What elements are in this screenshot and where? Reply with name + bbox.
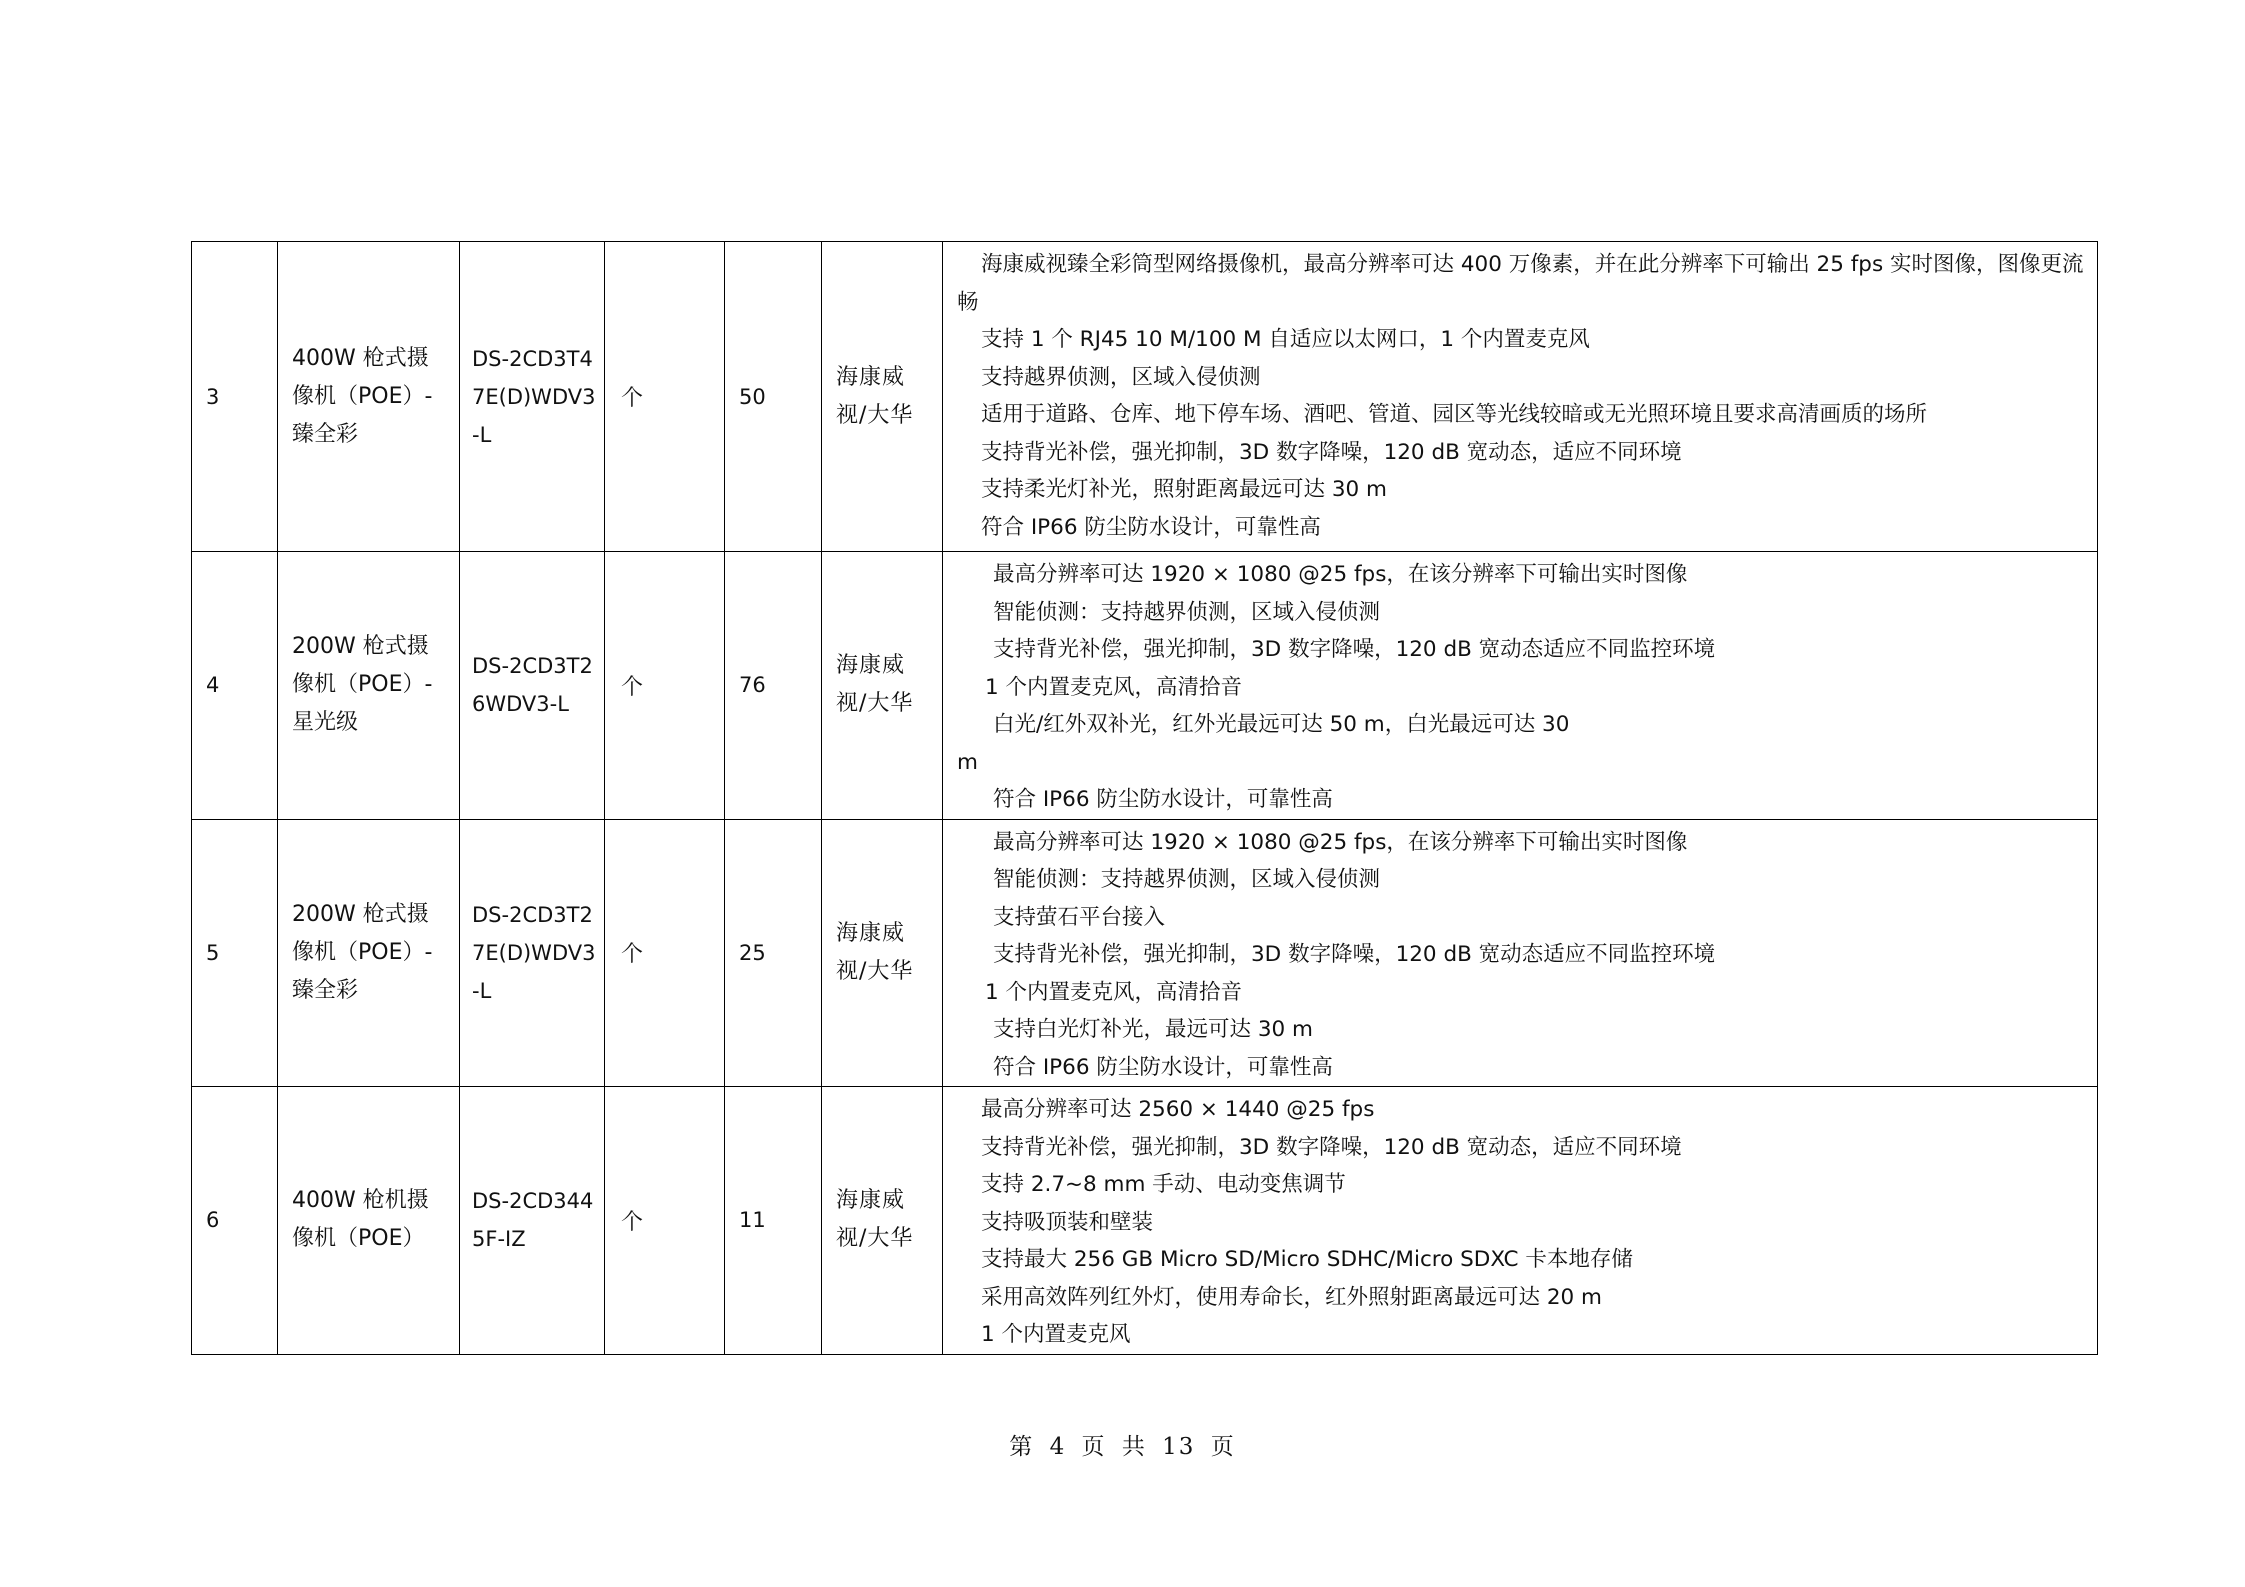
spec-line: 支持背光补偿，强光抑制，3D 数字降噪，120 dB 宽动态，适应不同环境: [981, 1134, 1682, 1160]
product-name: 400W 枪机摄像机（POE）: [278, 1087, 460, 1355]
brand: 海康威视/大华: [822, 1087, 943, 1355]
spec-line: 智能侦测：支持越界侦测，区域入侵侦测: [993, 599, 1381, 625]
quantity: 76: [725, 552, 822, 820]
spec-line: 支持 1 个 RJ45 10 M/100 M 自适应以太网口，1 个内置麦克风: [981, 327, 1590, 352]
unit: 个: [605, 552, 725, 820]
product-model: DS-2CD3T27E(D)WDV3-L: [460, 819, 605, 1087]
spec-line: 支持最大 256 GB Micro SD/Micro SDHC/Micro SDXC 卡本地存储: [981, 1247, 1633, 1272]
spec-line: 采用高效阵列红外灯，使用寿命长，红外照射距离最远可达 20 m: [981, 1284, 1602, 1310]
spec-line: 支持吸顶装和壁装: [981, 1209, 1154, 1235]
quantity: 11: [725, 1087, 822, 1355]
spec-line: 支持背光补偿，强光抑制，3D 数字降噪，120 dB 宽动态适应不同监控环境: [993, 942, 1716, 967]
spec-line: 适用于道路、仓库、地下停车场、酒吧、管道、园区等光线较暗或无光照环境且要求高清画质的场所: [981, 402, 1928, 427]
spec-line: 支持越界侦测，区域入侵侦测: [981, 364, 1261, 390]
spec-line: 支持 2.7~8 mm 手动、电动变焦调节: [981, 1172, 1346, 1197]
spec-line: 1 个内置麦克风: [981, 1322, 1131, 1347]
product-name: 400W 枪式摄像机（POE）-臻全彩: [278, 242, 460, 552]
spec-description: [943, 552, 2098, 820]
table-row: [192, 552, 2098, 820]
spec-line: 符合 IP66 防尘防水设计，可靠性高: [993, 787, 1333, 812]
table-row: [192, 242, 2098, 552]
spec-line: 海康威视臻全彩筒型网络摄像机，最高分辨率可达 400 万像素，并在此分辨率下可输出 25 fps 实时图像，图像更流畅: [957, 252, 2084, 315]
product-name: 200W 枪式摄像机（POE）-臻全彩: [278, 819, 460, 1087]
product-model: DS-2CD3T26WDV3-L: [460, 552, 605, 820]
unit: 个: [605, 819, 725, 1087]
spec-line: 智能侦测：支持越界侦测，区域入侵侦测: [993, 867, 1381, 892]
spec-line: 支持柔光灯补光，照射距离最远可达 30 m: [981, 477, 1387, 502]
row-index: 5: [192, 819, 278, 1087]
row-index: 3: [192, 242, 278, 552]
table-row: [192, 1087, 2098, 1355]
spec-line: 支持背光补偿，强光抑制，3D 数字降噪，120 dB 宽动态，适应不同环境: [981, 439, 1682, 465]
row-index: 6: [192, 1087, 278, 1355]
spec-table: [191, 241, 2098, 1355]
product-model: DS-2CD3T47E(D)WDV3-L: [460, 242, 605, 552]
spec-line: 支持背光补偿，强光抑制，3D 数字降噪，120 dB 宽动态适应不同监控环境: [993, 637, 1716, 662]
row-index: 4: [192, 552, 278, 820]
brand: 海康威视/大华: [822, 819, 943, 1087]
spec-description: [943, 819, 2098, 1087]
spec-line: 支持白光灯补光，最远可达 30 m: [993, 1017, 1313, 1042]
spec-line: 支持萤石平台接入: [993, 904, 1166, 930]
spec-description: [943, 1087, 2098, 1355]
spec-line: 1 个内置麦克风，高清拾音: [985, 674, 1243, 700]
product-name: 200W 枪式摄像机（POE）-星光级: [278, 552, 460, 820]
page-number: 第 4 页 共 13 页: [1009, 1434, 1236, 1460]
brand: 海康威视/大华: [822, 552, 943, 820]
table-row: [192, 819, 2098, 1087]
unit: 个: [605, 1087, 725, 1355]
spec-line: 符合 IP66 防尘防水设计，可靠性高: [993, 1054, 1333, 1080]
unit: 个: [605, 242, 725, 552]
quantity: 50: [725, 242, 822, 552]
quantity: 25: [725, 819, 822, 1087]
spec-line: 符合 IP66 防尘防水设计，可靠性高: [981, 514, 1321, 540]
spec-line: 最高分辨率可达 1920 × 1080 @25 fps，在该分辨率下可输出实时图像: [993, 562, 1688, 587]
spec-line: 1 个内置麦克风，高清拾音: [985, 979, 1243, 1005]
product-model: DS-2CD3445F-IZ: [460, 1087, 605, 1355]
spec-line: 最高分辨率可达 1920 × 1080 @25 fps，在该分辨率下可输出实时图像: [993, 829, 1688, 855]
brand: 海康威视/大华: [822, 242, 943, 552]
spec-line: m: [957, 749, 978, 775]
spec-line: 白光/红外双补光，红外光最远可达 50 m，白光最远可达 30: [993, 712, 1570, 737]
spec-line: 最高分辨率可达 2560 × 1440 @25 fps: [981, 1097, 1375, 1122]
spec-description: [943, 242, 2098, 552]
